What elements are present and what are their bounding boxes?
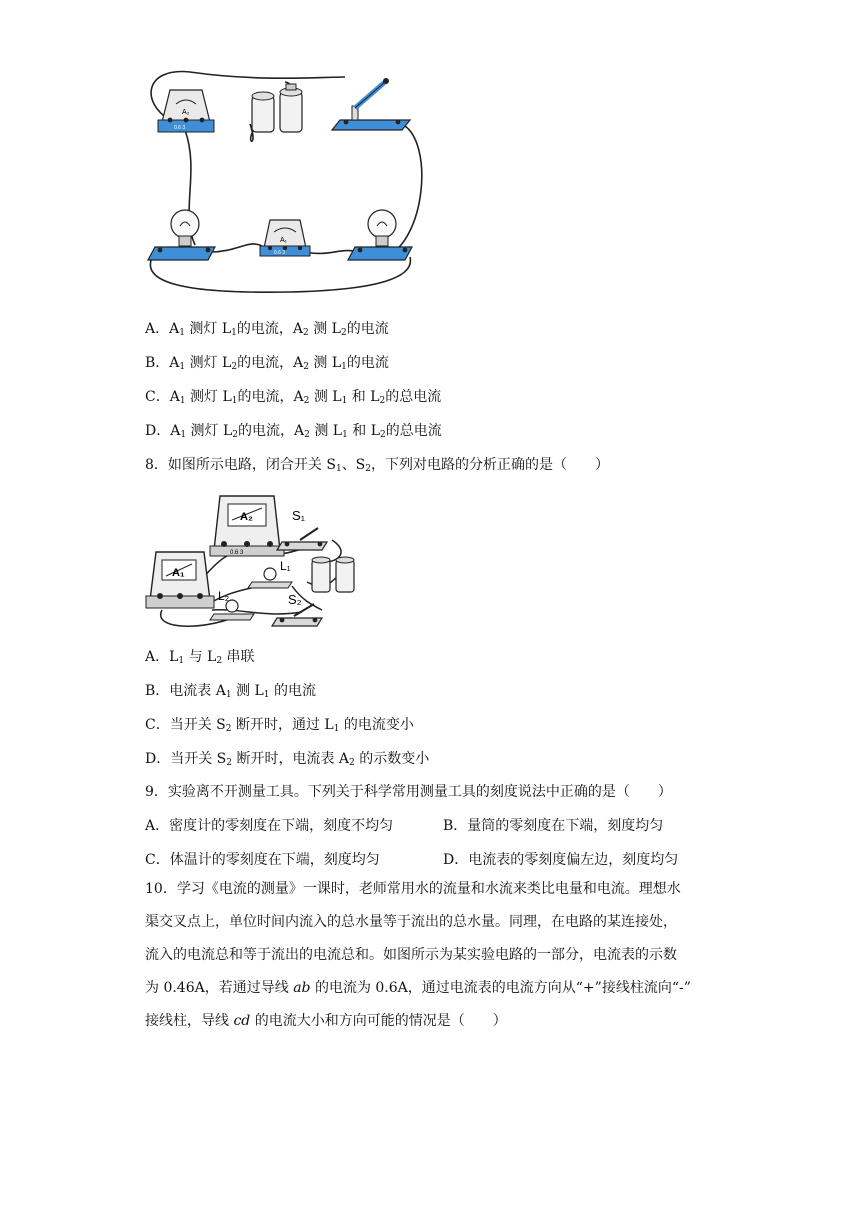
q9-option-c: C．体温计的零刻度在下端，刻度均匀 (145, 852, 380, 868)
q8-option-a: A．$L_1$ 与 $L_2$ 串联 (145, 649, 255, 666)
q9-stem: 9．实验离不开测量工具。下列关于科学常用测量工具的刻度说法中正确的是（ ） (145, 784, 672, 800)
battery-icon (252, 84, 302, 132)
q10-line-1: 10．学习《电流的测量》一课时，老师常用水的流量和水流来类比电量和电流。理想水 (145, 881, 681, 897)
switch-s2-icon (272, 592, 322, 626)
svg-text:L₂: L₂ (218, 589, 230, 603)
svg-text:0.6 3: 0.6 3 (274, 250, 286, 256)
svg-text:A₂: A₂ (240, 511, 253, 523)
q9-option-b: B．量筒的零刻度在下端，刻度均匀 (443, 818, 664, 834)
svg-text:A₁: A₁ (280, 237, 288, 244)
q10-paragraph (145, 873, 745, 1038)
bulb-left-icon (148, 210, 215, 260)
svg-text:L₁: L₁ (280, 559, 291, 573)
bulb-l1-icon (248, 559, 292, 588)
svg-text:S₁: S₁ (292, 508, 306, 523)
switch-s1-icon (277, 508, 327, 550)
q8-stem: 8．如图所示电路，闭合开关 $S_1$、$S_2$，下列对电路的分析正确的是（ ） (145, 457, 610, 474)
svg-text:S₂: S₂ (288, 592, 302, 607)
q10-line-4: 为 0.46A，若通过导线 ab 的电流为 0.6A，通过电流表的电流方向从“+”接线柱流向“-” (145, 980, 691, 996)
svg-text:0.6 3: 0.6 3 (174, 125, 186, 131)
q7-option-b: B．$A_1$ 测灯 $L_2$的电流，$A_2$ 测 $L_1$的电流 (145, 355, 389, 372)
svg-text:A₂: A₂ (182, 109, 190, 116)
ammeter-a1-icon (146, 552, 214, 608)
battery-pair-icon (312, 557, 354, 592)
switch-icon (332, 78, 410, 130)
circuit-figure-2 (142, 490, 362, 640)
q7-option-d: D．$A_1$ 测灯 $L_2$的电流，$A_2$ 测 $L_1$ 和 $L_2$的总电流 (145, 423, 442, 440)
svg-text:0.6 3: 0.6 3 (230, 550, 244, 556)
bulb-right-icon (348, 210, 412, 260)
q10-line-2: 渠交叉点上，单位时间内流入的总水量等于流出的总水量。同理，在电路的某连接处， (145, 914, 677, 930)
q8-option-b: B．电流表 $A_1$ 测 $L_1$ 的电流 (145, 683, 316, 700)
ammeter-a2-icon (210, 496, 284, 556)
q7-option-a: A．$A_1$ 测灯 $L_1$的电流，$A_2$ 测 $L_2$的电流 (145, 321, 389, 338)
q10-line-5: 接线柱，导线 cd 的电流大小和方向可能的情况是（ ） (145, 1013, 507, 1029)
ammeter-mid-icon (260, 220, 310, 256)
q8-option-c: C．当开关 $S_2$ 断开时，通过 $L_1$ 的电流变小 (145, 717, 414, 734)
q9-option-a: A．密度计的零刻度在下端，刻度不均匀 (145, 818, 394, 834)
circuit-figure-1 (140, 62, 430, 302)
q8-option-d: D．当开关 $S_2$ 断开时，电流表 $A_2$ 的示数变小 (145, 751, 430, 768)
q9-option-d: D．电流表的零刻度偏左边，刻度均匀 (443, 852, 679, 868)
q7-option-c: C．$A_1$ 测灯 $L_1$的电流，$A_2$ 测 $L_1$ 和 $L_2$的总电流 (145, 389, 442, 406)
svg-text:A₁: A₁ (172, 567, 185, 579)
ammeter-top-icon (158, 90, 214, 132)
q10-line-3: 流入的电流总和等于流出的电流总和。如图所示为某实验电路的一部分，电流表的示数 (145, 947, 677, 963)
